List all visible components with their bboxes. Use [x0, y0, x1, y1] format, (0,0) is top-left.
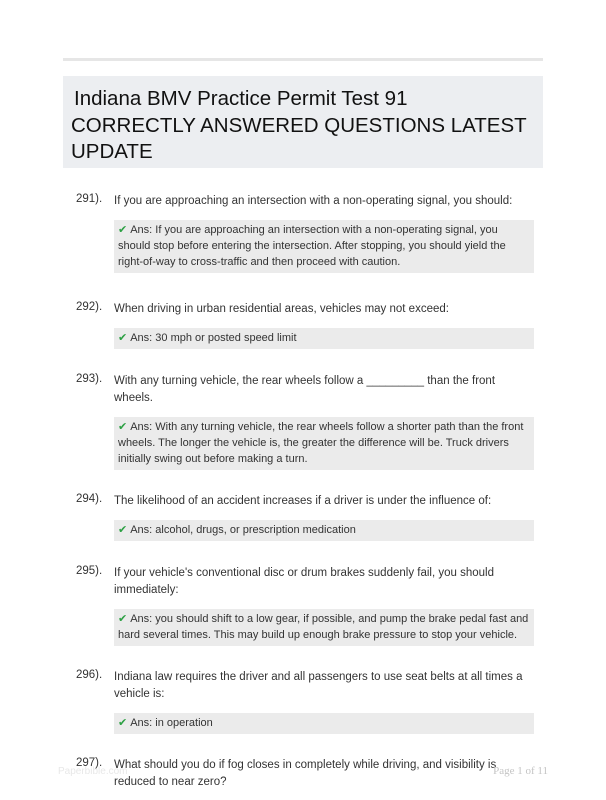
- question-text: When driving in urban residential areas, vehicles may not exceed:: [114, 303, 449, 315]
- answer-text: Ans: If you are approaching an intersection with a non-operating signal, you should stop before entering the intersection. After stopping, you should yield the right-of-way to cross-traffic and then proceed with caution.: [118, 224, 506, 268]
- question-item: [0, 301, 606, 349]
- answer-box: [114, 417, 534, 470]
- question-number: 295).: [76, 565, 103, 577]
- question-text: Indiana law requires the driver and all passengers to use seat belts at all times a vehicle is:: [114, 671, 523, 700]
- question-number: 293).: [76, 373, 103, 385]
- title-line-3: UPDATE: [71, 140, 153, 163]
- question-item: [0, 373, 606, 470]
- question-number: 292).: [76, 301, 103, 313]
- question-number: 296).: [76, 669, 103, 681]
- answer-box: [114, 220, 534, 273]
- checkmark-icon: ✔: [118, 523, 128, 536]
- question-number: 297).: [76, 757, 103, 769]
- answer-box: [114, 520, 534, 541]
- footer-watermark: Paperbible.com: [58, 766, 128, 777]
- answer-box: [114, 713, 534, 734]
- top-divider: [63, 58, 543, 61]
- question-item: [0, 193, 606, 273]
- question-item: [0, 493, 606, 541]
- answer-box: [114, 609, 534, 646]
- answer-box: [114, 328, 534, 349]
- title-line-2: CORRECTLY ANSWERED QUESTIONS LATEST: [71, 113, 527, 137]
- question-list: [0, 186, 606, 791]
- title-banner: [63, 76, 543, 168]
- question-text: If you are approaching an intersection with a non-operating signal, you should:: [114, 195, 513, 207]
- answer-text: Ans: 30 mph or posted speed limit: [130, 332, 297, 344]
- question-text: If your vehicle's conventional disc or drum brakes suddenly fail, you should immediately:: [114, 567, 494, 596]
- answer-text: Ans: you should shift to a low gear, if possible, and pump the brake pedal fast and hard several times. This may build up enough brake pressure to stop your vehicle.: [118, 613, 529, 641]
- question-item: [0, 669, 606, 734]
- answer-text: Ans: alcohol, drugs, or prescription medication: [130, 524, 356, 536]
- question-text: What should you do if fog closes in completely while driving, and visibility is reduced to near zero?: [114, 759, 497, 788]
- question-text: With any turning vehicle, the rear wheels follow a _________ than the front wheels.: [114, 375, 496, 404]
- title-line-1: Indiana BMV Practice Permit Test 91: [74, 87, 408, 110]
- question-number: 291).: [76, 193, 103, 205]
- answer-text: Ans: in operation: [130, 717, 213, 729]
- checkmark-icon: ✔: [118, 612, 128, 625]
- question-item: [0, 565, 606, 646]
- checkmark-icon: ✔: [118, 716, 128, 729]
- page-indicator: Page 1 of 11: [493, 765, 548, 777]
- checkmark-icon: ✔: [118, 223, 128, 236]
- question-number: 294).: [76, 493, 103, 505]
- answer-text: Ans: With any turning vehicle, the rear wheels follow a shorter path than the front wheels. The longer the vehicle is, the greater the difference will be. Truck drivers initially swing out before making a turn.: [118, 421, 524, 465]
- question-text: The likelihood of an accident increases if a driver is under the influence of:: [114, 495, 492, 507]
- checkmark-icon: ✔: [118, 420, 128, 433]
- checkmark-icon: ✔: [118, 331, 128, 344]
- page-title: [71, 86, 535, 166]
